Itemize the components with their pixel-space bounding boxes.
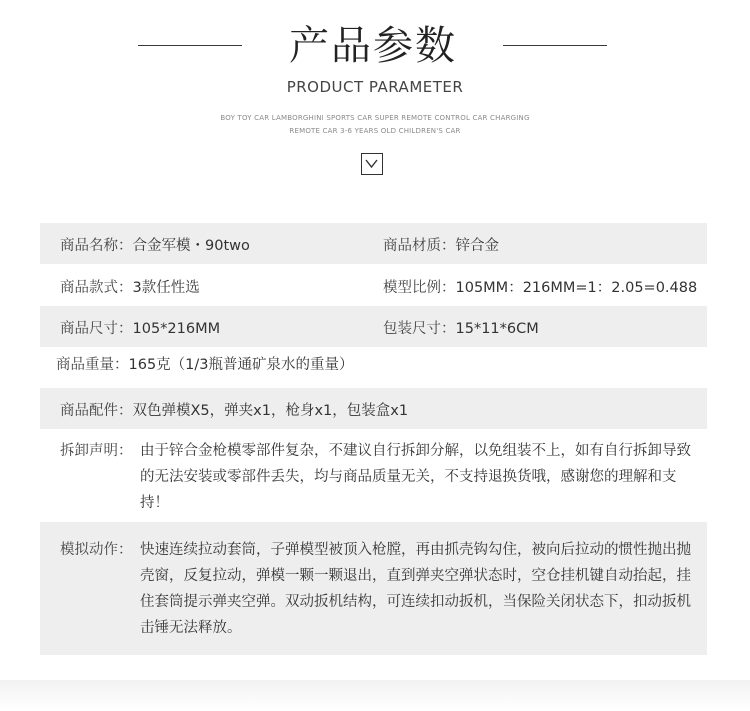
param-label: 商品重量： [56,357,129,373]
param-value: 锌合金 [455,238,499,254]
chevron-down-icon [361,153,383,175]
param-label: 模拟动作： [60,542,133,558]
param-label: 商品款式： [60,280,133,296]
header [0,0,750,190]
param-row-action [40,522,707,655]
param-label: 拆卸声明： [60,443,133,459]
param-value: 165克（1/3瓶普通矿泉水的重量） [128,357,354,373]
param-label: 模型比例： [383,280,456,296]
param-value: 105*216MM [132,321,221,337]
param-name [60,234,250,255]
param-row-accessories [40,388,707,429]
param-label: 包装尺寸： [383,321,456,337]
title-divider-left [138,45,242,46]
description-line-1: BOY TOY CAR LAMBORGHINI SPORTS CAR SUPER REMOTE CONTROL CAR CHARGING [220,114,530,122]
param-value: 快速连续拉动套筒，子弹模型被顶入枪膛，再由抓壳钩勾住，被向后拉动的惯性抛出抛壳窗，反复拉动，弹模一颗一颗退出，直到弹夹空弹状态时，空仓挂机键自动抬起，挂住套筒提示弹夹空弹。双动扳机结构，可连续扣动扳机，当保险关闭状态下，扣动扳机击锤无法释放。 [140,542,691,636]
param-value: 双色弹模X5，弹夹x1，枪身x1，包装盒x1 [132,403,409,419]
param-label: 商品名称： [60,238,133,254]
footer-shadow [0,680,750,711]
description-line-2: REMOTE CAR 3-6 YEARS OLD CHILDREN'S CAR [289,127,461,135]
param-label: 商品材质： [383,238,456,254]
param-material [383,234,499,255]
param-size [60,317,220,338]
param-scale [383,276,697,297]
param-value: 105MM：216MM=1：2.05=0.488 [455,280,698,296]
param-weight [56,353,354,374]
param-package [383,317,539,338]
param-value: 15*11*6CM [455,321,539,337]
param-value: 合金军模・90two [132,238,250,254]
param-row-style-scale [40,265,707,306]
param-style [60,276,200,297]
param-value: 3款任性选 [132,280,200,296]
param-label: 商品尺寸： [60,321,133,337]
param-row-name-material [40,223,707,264]
param-row-disassembly [40,430,707,519]
param-row-weight [40,347,707,380]
page-subtitle: PRODUCT PARAMETER [286,78,464,96]
page-title: 产品参数 [289,23,457,69]
param-accessories [60,399,408,420]
title-divider-right [503,45,607,46]
param-label: 商品配件： [60,403,133,419]
param-row-size-package [40,306,707,347]
param-value: 由于锌合金枪模零部件复杂，不建议自行拆卸分解，以免组装不上，如有自行拆卸导致的无法安装或零部件丢失，均与商品质量无关，不支持退换货哦，感谢您的理解和支持！ [140,443,691,511]
